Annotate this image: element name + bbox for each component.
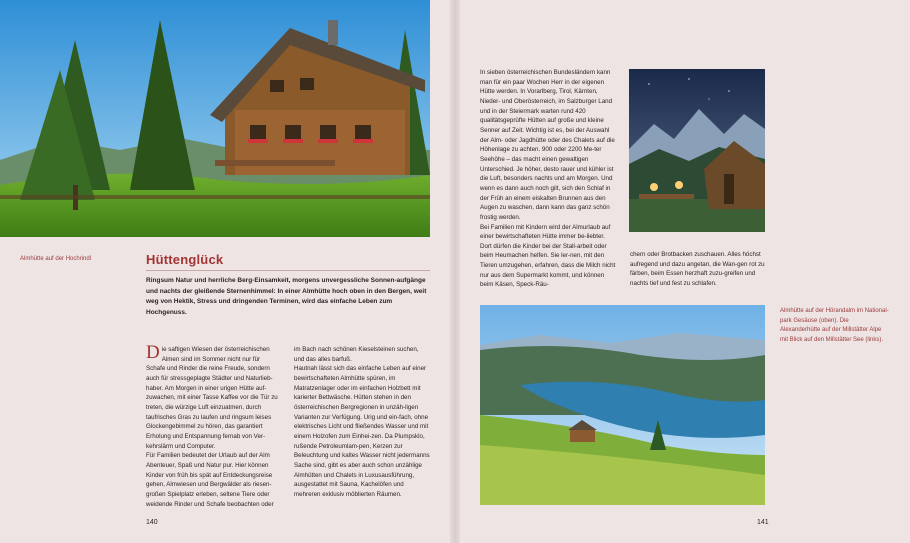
drop-cap: D: [146, 342, 160, 363]
body-paragraph: In sieben österreichischen Bundesländern kann man für ein paar Wochen Herr in der eigenen Hütte werden. In Vorarlberg, Tirol, Kärnten, Nieder- und Oberösterreich, im Salzburger Land und in der Steiermark warten rund 420 qualitätsgeprüfte Hütten auf große und kleine Senner auf Zeit. Wichtig ist es, bei der Auswahl der Alm- oder Jagdhütte oder des Chalets auf die Höhenlage zu achten. 900 oder 2200 Me-ter Seehöhe – das macht einen gewaltigen Unterschied. Je höher, desto rauer und kühler ist die Luft, besonders nachts und am Morgen. Und wenn es dann auch noch gilt, sich den Schlaf in der Früh an einem eiskalten Brunnen aus den Augen zu waschen, dann kann das ganz schön frostig werden.: [480, 69, 615, 221]
body-paragraph: im Bach nach schönen Kieselsteinen suchen, und das alles barfuß.: [294, 346, 419, 363]
text-column-4: [630, 250, 766, 289]
page-number: 141: [757, 519, 769, 526]
night-hut-photo: [629, 69, 765, 232]
page-number: 140: [146, 519, 158, 526]
lake-view-photo: [480, 305, 765, 505]
body-paragraph: ie saftigen Wiesen der österreichischen Almen sind im Sommer nicht nur für Schafe und Rinder die reine Freude, sondern auch für stressgeplagte Städter und Naturlieb-haber. Am Morgen in einer urigen Hütte auf-zuwachen, mit einer Tasse Kaffee vor die Tür zu treten, die würzige Luft einzuatmen, durch taufrisches Gras zu laufen und ringsum leises Glockengebimmel zu hören, das garantiert Erholung und Entspannung fernab von Ver-kehrslärm und Computer.: [146, 346, 278, 450]
lead-paragraph: Ringsum Natur und herrliche Berg-Einsamkeit, morgens unvergessliche Sonnen-aufgänge und nachts der gleißende Sternenhimmel: In einer Almhütte hoch oben in den Bergen, weit weg von Hektik, Stress und dringenden Terminen, wird das einfache Leben zum Hochgenuss.: [146, 277, 427, 316]
body-paragraph: Bei Familien mit Kindern wird der Almurlaub auf einer bewirtschafteten Hütte immer be-liebter. Dort dürfen die Kinder bei der Stall-arbeit oder beim Heumachen helfen. Sie ler-nen, mit den Tieren umzugehen, erfahren, dass die Milch nicht nur aus dem Supermarkt kommt, und können beim Käsen, Speck-Räu-: [480, 223, 616, 289]
photo-caption: Almhütte auf der Hörandalm im National-park Gesäuse (oben). Die Alexanderhütte auf der Millstätter Alpe mit Blick auf den Millstätter See (links).: [780, 308, 889, 343]
text-column-3: [480, 68, 616, 290]
photo-caption: Almhütte auf der Hochrindl: [20, 256, 92, 262]
article-title: Hüttenglück: [146, 252, 224, 267]
body-paragraph: Für Familien bedeutet der Urlaub auf der Alm Abenteuer, Spaß und Natur pur. Hier können Kinder von früh bis spät auf Entdeckungsreise gehen, Almwiesen und Bergwälder als riesen-großen Spielplatz erleben, seltene Tiere oder weidende Rinder und Schafe beobachten oder: [146, 452, 274, 508]
body-paragraph: chern oder Brotbacken zuschauen. Alles höchst aufregend und dazu angetan, die Wan-gen rot zu färben, beim Essen herzhaft zuzu-greifen und nachts tief und fest zu schlafen.: [630, 251, 765, 287]
body-paragraph: Hautnah lässt sich das einfache Leben auf einer bewirtschafteten Almhütte spüren, im Matratzenlager oder im einfachen Holzbett mit karierter Bettwäsche. Hütten stehen in den österreichischen Bergregionen in unzäh-ligen Varianten zur Verfügung. Urig und ein-fach, ohne elektrisches Licht und fließendes Wasser und mit einem Holzofen zum Einhei-zen. Da Plumpsklo, rußende Petroleumlam-pen, Kerzen zur Beleuchtung und kaltes Wasser nicht jedermanns Sache sind, gibt es aber auch schon unzählige Almhütten und Chalets in Luxusausführung, ausgestattet mit Sauna, Kachelöfen und mehreren exklusiv möblierten Räumen.: [294, 365, 430, 498]
